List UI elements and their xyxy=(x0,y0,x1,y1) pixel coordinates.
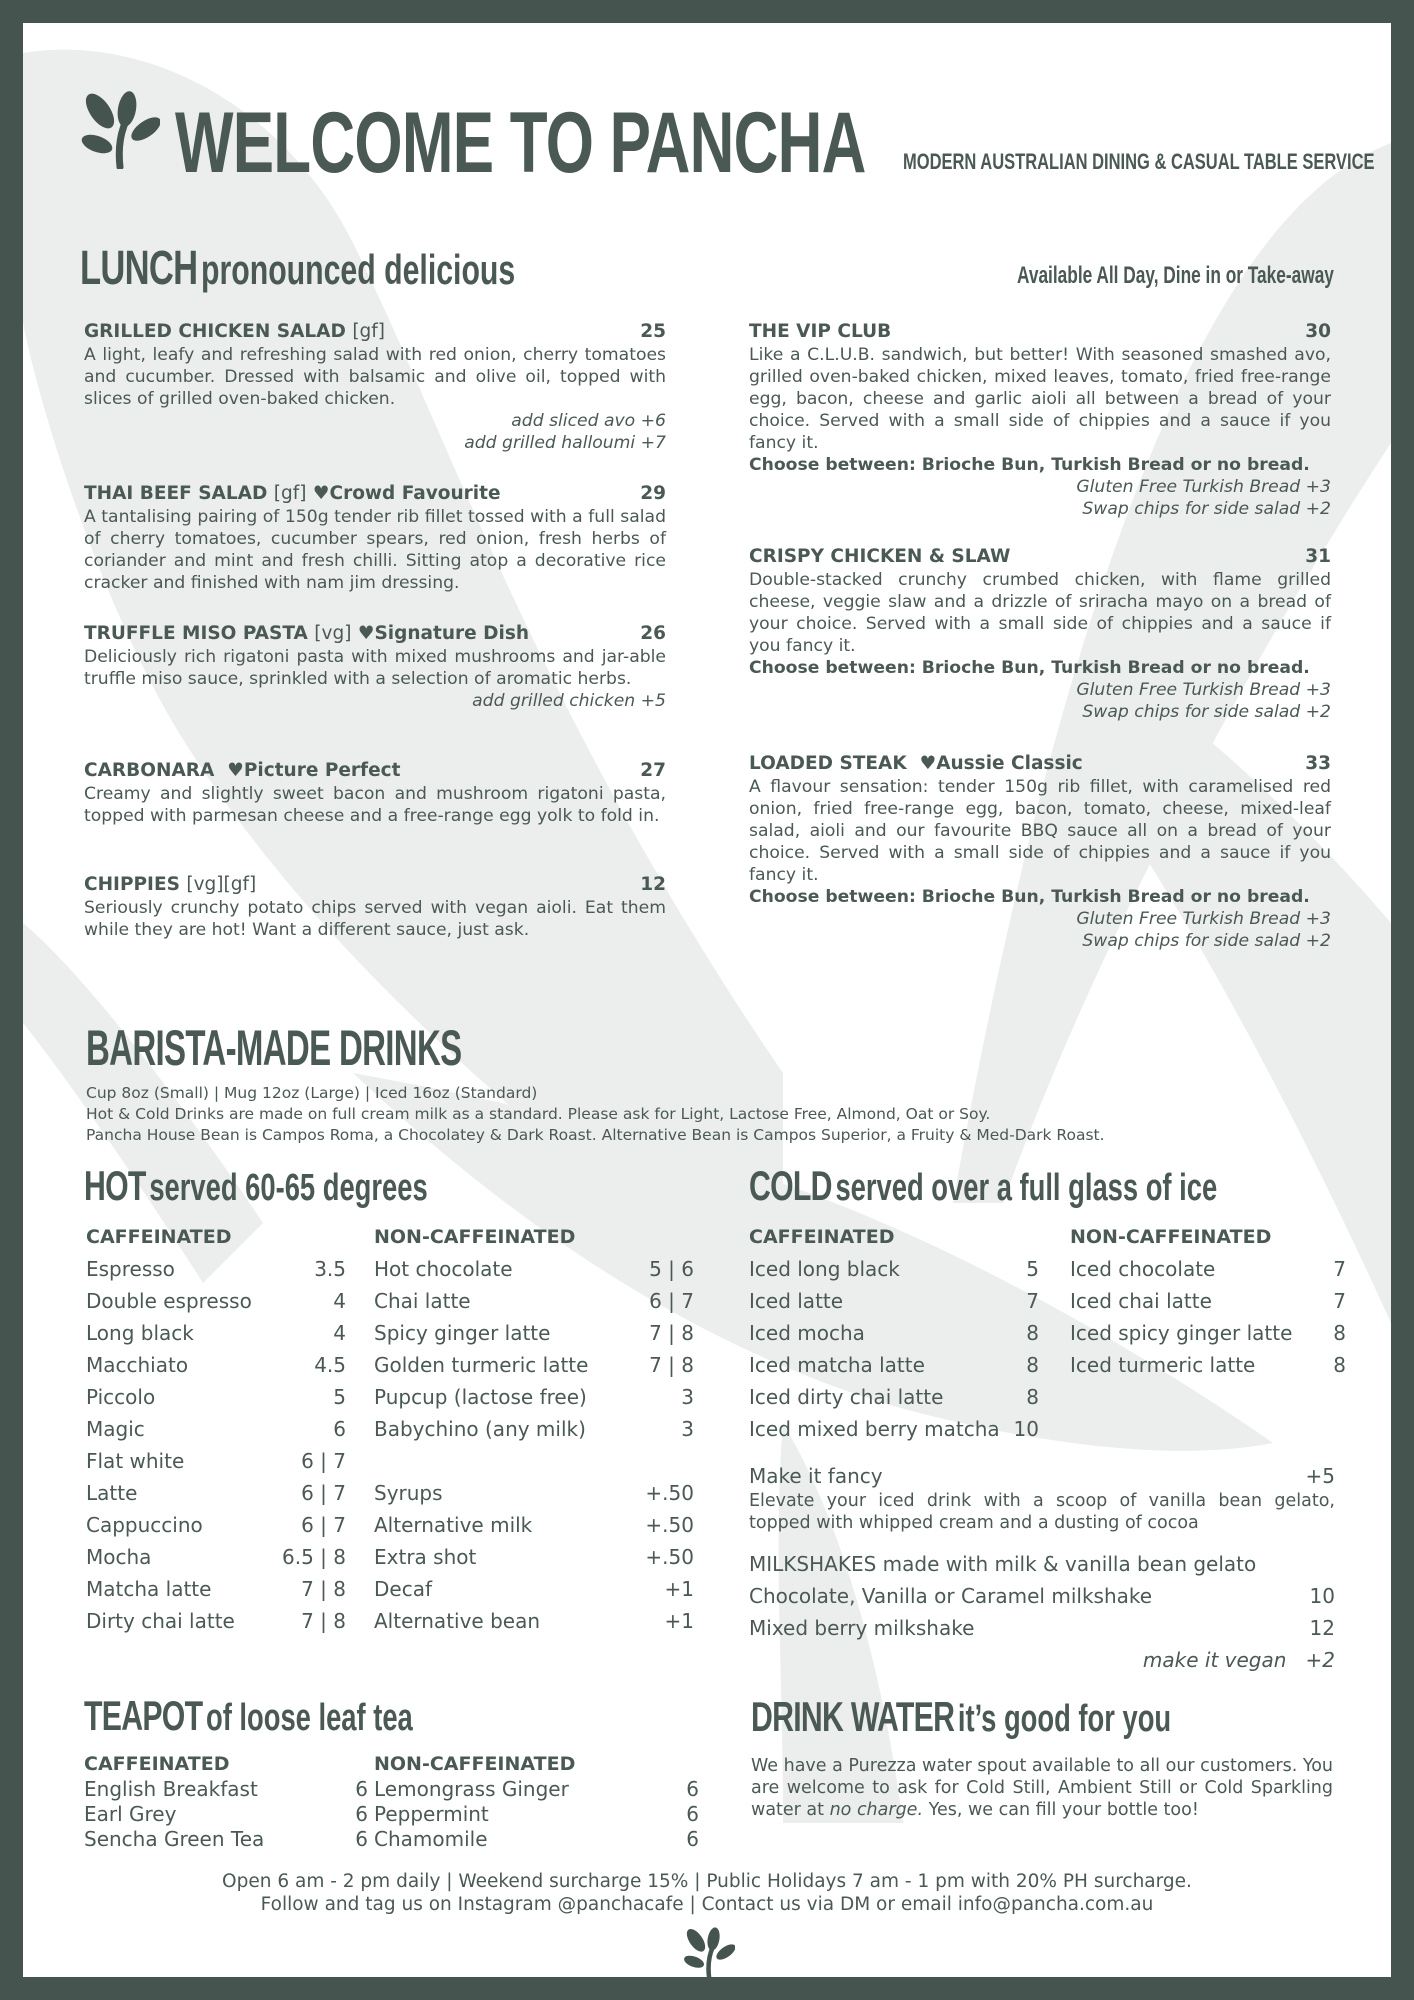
cold-caffeinated-list xyxy=(749,1221,1039,1445)
extra-row xyxy=(374,1605,694,1637)
extra-price: +.50 xyxy=(645,1481,694,1505)
milkshake-price: 10 xyxy=(1309,1584,1335,1608)
drink-row xyxy=(374,1381,694,1413)
item-name: LOADED STEAK xyxy=(749,753,907,774)
caffeinated-label: CAFFEINATED xyxy=(749,1226,895,1248)
tea-row xyxy=(84,1777,368,1802)
extra-name: Decaf xyxy=(374,1577,432,1601)
teapot-heading xyxy=(84,1690,413,1744)
item-description: Creamy and slightly sweet bacon and mushroom rigatoni pasta, topped with parmesan cheese and a free-range egg yolk to fold in. xyxy=(84,784,666,826)
cold-heading-rest: served over a full glass of ice xyxy=(835,1167,1218,1209)
drink-price: 6 | 7 xyxy=(301,1513,346,1537)
noncaffeinated-label: NON-CAFFEINATED xyxy=(374,1226,576,1248)
item-price: 27 xyxy=(640,760,666,781)
item-price: 30 xyxy=(1305,321,1331,342)
cold-heading xyxy=(749,1160,1217,1214)
extra-row xyxy=(374,1573,694,1605)
caffeinated-label: CAFFEINATED xyxy=(84,1753,230,1775)
extra-row xyxy=(374,1477,694,1509)
drink-price: 4 xyxy=(333,1321,346,1345)
drink-name: Pupcup (lactose free) xyxy=(374,1385,587,1409)
drink-row xyxy=(374,1285,694,1317)
drink-row xyxy=(86,1445,346,1477)
item-addon: add grilled chicken +5 xyxy=(472,691,666,711)
drink-row xyxy=(86,1477,346,1509)
drink-row xyxy=(86,1413,346,1445)
drink-price: 8 xyxy=(1026,1321,1039,1345)
item-name: CRISPY CHICKEN & SLAW xyxy=(749,546,1011,567)
caffeinated-label: CAFFEINATED xyxy=(86,1226,232,1248)
drink-price: 4.5 xyxy=(314,1353,346,1377)
fancy-name: Make it fancy xyxy=(749,1464,883,1488)
menu-item xyxy=(749,545,1331,723)
tea-row xyxy=(374,1777,699,1802)
item-bread-choice: Choose between: Brioche Bun, Turkish Bread or no bread. xyxy=(749,658,1310,678)
tagline: MODERN AUSTRALIAN DINING & CASUAL TABLE SERVICE xyxy=(903,149,1375,174)
tea-name: English Breakfast xyxy=(84,1777,258,1801)
drink-row xyxy=(86,1509,346,1541)
item-badge: Picture Perfect xyxy=(243,760,401,781)
drink-name: Chai latte xyxy=(374,1289,471,1313)
drink-row xyxy=(86,1605,346,1637)
item-addon: Swap chips for side salad +2 xyxy=(1082,702,1331,722)
extra-name: Extra shot xyxy=(374,1545,477,1569)
menu-item xyxy=(749,752,1331,952)
drink-row xyxy=(749,1381,1039,1413)
drink-name: Babychino (any milk) xyxy=(374,1417,586,1441)
tea-price: 6 xyxy=(686,1777,699,1801)
tea-name: Chamomile xyxy=(374,1827,488,1851)
drink-price: 6 | 7 xyxy=(301,1449,346,1473)
extra-price: +.50 xyxy=(645,1513,694,1537)
teapot-heading-rest: of loose leaf tea xyxy=(205,1697,413,1739)
item-description: Deliciously rich rigatoni pasta with mixed mushrooms and jar-able truffle miso sauce, sprinkled with a selection of aromatic herbs. xyxy=(84,647,666,689)
drink-name: Iced spicy ginger latte xyxy=(1070,1321,1293,1345)
item-description: Seriously crunchy potato chips served with vegan aioli. Eat them while they are hot! Want a different sauce, just ask. xyxy=(84,898,666,940)
menu-item xyxy=(84,320,666,454)
drink-name: Iced chai latte xyxy=(1070,1289,1212,1313)
heart-icon: ♥ xyxy=(312,483,330,504)
milkshakes-heading: MILKSHAKES made with milk & vanilla bean gelato xyxy=(749,1552,1257,1576)
item-tag: [gf] xyxy=(352,321,386,342)
noncaffeinated-label: NON-CAFFEINATED xyxy=(1070,1226,1272,1248)
item-description: Like a C.L.U.B. sandwich, but better! With seasoned smashed avo, grilled oven-baked chicken, mixed leaves, tomato, fried free-range egg, bacon, cheese and garlic aioli all between a bread of your choice. Served with a small side of chippies and a sauce if you fancy it. xyxy=(749,345,1331,453)
water-text-emphasis: no charge. xyxy=(829,1800,924,1820)
drink-price: 6 | 7 xyxy=(649,1289,694,1313)
drink-row xyxy=(86,1317,346,1349)
drink-row xyxy=(86,1573,346,1605)
barista-note: Cup 8oz (Small) | Mug 12oz (Large) | Iced 16oz (Standard) xyxy=(86,1084,538,1102)
drink-price: 5 | 6 xyxy=(649,1257,694,1281)
drink-row xyxy=(749,1349,1039,1381)
fancy-price: +5 xyxy=(1305,1464,1335,1488)
item-name: TRUFFLE MISO PASTA xyxy=(84,623,308,644)
item-price: 31 xyxy=(1305,546,1331,567)
tea-row xyxy=(84,1827,368,1852)
drink-name: Magic xyxy=(86,1417,145,1441)
drink-name: Iced long black xyxy=(749,1257,900,1281)
drink-row xyxy=(749,1317,1039,1349)
drink-row xyxy=(86,1349,346,1381)
drink-name: Iced chocolate xyxy=(1070,1257,1216,1281)
drink-name: Macchiato xyxy=(86,1353,189,1377)
fancy-row xyxy=(749,1462,1335,1490)
item-addon: Gluten Free Turkish Bread +3 xyxy=(1076,680,1331,700)
water-heading-rest: it’s good for you xyxy=(957,1698,1172,1740)
background-leaf-shapes xyxy=(23,23,1391,1977)
vegan-price: +2 xyxy=(1305,1648,1335,1672)
extra-price: +1 xyxy=(664,1577,694,1601)
teapot-heading-main: TEAPOT xyxy=(84,1692,203,1739)
item-bread-choice: Choose between: Brioche Bun, Turkish Bread or no bread. xyxy=(749,887,1310,907)
milkshake-name: Chocolate, Vanilla or Caramel milkshake xyxy=(749,1584,1153,1608)
drink-price: 6 | 7 xyxy=(301,1481,346,1505)
drink-row xyxy=(86,1381,346,1413)
milkshake-price: 12 xyxy=(1309,1616,1335,1640)
barista-heading: BARISTA-MADE DRINKS xyxy=(86,1020,462,1076)
lunch-heading-main: LUNCH xyxy=(80,242,198,295)
drink-name: Iced matcha latte xyxy=(749,1353,925,1377)
item-badge: Aussie Classic xyxy=(936,753,1083,774)
barista-note: Pancha House Bean is Campos Roma, a Chocolatey & Dark Roast. Alternative Bean is Campos Superior, a Fruity & Med-Dark Roast. xyxy=(86,1126,1105,1144)
extra-row xyxy=(374,1541,694,1573)
drink-name: Golden turmeric latte xyxy=(374,1353,589,1377)
drink-price: 7 xyxy=(1026,1289,1039,1313)
item-description: A tantalising pairing of 150g tender rib fillet tossed with a full salad of cherry tomatoes, cucumber spears, red onion, fresh herbs of coriander and mint and fresh chilli. Sitting atop a decorative rice cracker and finished with nam jim dressing. xyxy=(84,507,666,593)
drink-row xyxy=(374,1253,694,1285)
cold-extras xyxy=(749,1462,1335,1676)
drink-name: Double espresso xyxy=(86,1289,252,1313)
drink-price: 10 xyxy=(1013,1417,1039,1441)
fancy-description: Elevate your iced drink with a scoop of vanilla bean gelato, topped with whipped cream and a dusting of cocoa xyxy=(749,1491,1335,1533)
tea-row xyxy=(374,1802,699,1827)
drink-price: 3.5 xyxy=(314,1257,346,1281)
item-badge: Crowd Favourite xyxy=(329,483,501,504)
drink-price: 6.5 | 8 xyxy=(282,1545,346,1569)
item-badge: Signature Dish xyxy=(374,623,530,644)
item-bread-choice: Choose between: Brioche Bun, Turkish Bread or no bread. xyxy=(749,455,1310,475)
spacer xyxy=(374,1445,694,1477)
item-addon: Gluten Free Turkish Bread +3 xyxy=(1076,909,1331,929)
milkshake-name: Mixed berry milkshake xyxy=(749,1616,975,1640)
vegan-row xyxy=(749,1644,1335,1676)
extra-price: +1 xyxy=(664,1609,694,1633)
item-name: GRILLED CHICKEN SALAD xyxy=(84,321,346,342)
drink-name: Iced mixed berry matcha xyxy=(749,1417,1000,1441)
menu-item xyxy=(84,759,666,827)
tea-name: Peppermint xyxy=(374,1802,489,1826)
drink-name: Spicy ginger latte xyxy=(374,1321,551,1345)
item-tag: [gf] xyxy=(273,483,307,504)
item-addon: Gluten Free Turkish Bread +3 xyxy=(1076,477,1331,497)
lunch-availability: Available All Day, Dine in or Take-away xyxy=(1017,262,1334,289)
drink-row xyxy=(374,1349,694,1381)
noncaffeinated-label: NON-CAFFEINATED xyxy=(374,1753,576,1775)
drink-price: 3 xyxy=(681,1417,694,1441)
drink-price: 8 xyxy=(1333,1321,1346,1345)
drink-price: 5 xyxy=(333,1385,346,1409)
tea-name: Earl Grey xyxy=(84,1802,177,1826)
tea-noncaffeinated-list xyxy=(374,1752,699,1852)
item-price: 12 xyxy=(640,874,666,895)
drink-row xyxy=(374,1317,694,1349)
drink-price: 8 xyxy=(1026,1353,1039,1377)
heart-icon: ♥ xyxy=(227,760,244,781)
drink-row xyxy=(1070,1317,1346,1349)
heart-icon: ♥ xyxy=(357,623,375,644)
tea-price: 6 xyxy=(355,1827,368,1851)
leaf-sprig-icon xyxy=(683,1926,735,1977)
vegan-label: make it vegan xyxy=(1142,1648,1287,1672)
item-tag: [vg][gf] xyxy=(186,874,257,895)
barista-note: Hot & Cold Drinks are made on full cream milk as a standard. Please ask for Light, Lactose Free, Almond, Oat or Soy. xyxy=(86,1105,991,1123)
hot-caffeinated-list xyxy=(86,1221,346,1637)
drink-price: 8 xyxy=(1026,1385,1039,1409)
item-price: 25 xyxy=(640,321,666,342)
menu-item xyxy=(749,320,1331,520)
leaf-sprig-icon xyxy=(80,89,160,169)
menu-page xyxy=(23,23,1391,1977)
extra-row xyxy=(374,1509,694,1541)
drink-row xyxy=(749,1253,1039,1285)
item-description: A light, leafy and refreshing salad with red onion, cherry tomatoes and cucumber. Dressed with balsamic and olive oil, topped with slices of grilled oven-baked chicken. xyxy=(84,345,666,409)
item-price: 26 xyxy=(640,623,666,644)
footer xyxy=(23,1870,1391,1916)
item-name: CARBONARA xyxy=(84,760,215,781)
tea-name: Sencha Green Tea xyxy=(84,1827,265,1851)
extra-name: Alternative milk xyxy=(374,1513,533,1537)
drink-name: Latte xyxy=(86,1481,138,1505)
drink-row xyxy=(749,1413,1039,1445)
drink-row xyxy=(1070,1253,1346,1285)
drink-row xyxy=(1070,1349,1346,1381)
item-name: CHIPPIES xyxy=(84,874,180,895)
cold-noncaffeinated-list xyxy=(1070,1221,1346,1381)
drink-row xyxy=(1070,1285,1346,1317)
drink-price: 7 | 8 xyxy=(649,1321,694,1345)
drink-price: 8 xyxy=(1333,1353,1346,1377)
water-text xyxy=(751,1755,1333,1821)
drink-price: 7 | 8 xyxy=(301,1577,346,1601)
water-heading xyxy=(751,1691,1171,1745)
drink-row xyxy=(374,1413,694,1445)
water-text-b: Yes, we can fill your bottle too! xyxy=(923,1800,1199,1820)
item-addon: add sliced avo +6 xyxy=(511,411,666,431)
lunch-heading xyxy=(80,241,515,298)
hot-heading-rest: served 60-65 degrees xyxy=(149,1167,428,1209)
drink-name: Flat white xyxy=(86,1449,185,1473)
drink-row xyxy=(86,1253,346,1285)
hot-heading xyxy=(84,1160,428,1214)
item-name: THAI BEEF SALAD xyxy=(84,483,268,504)
heart-icon: ♥ xyxy=(919,753,937,774)
drink-price: 7 xyxy=(1333,1257,1346,1281)
barista-notes xyxy=(86,1083,1336,1146)
extra-name: Syrups xyxy=(374,1481,443,1505)
footer-contact: Follow and tag us on Instagram @panchacafe | Contact us via DM or email info@pancha.com.au xyxy=(260,1894,1154,1915)
drink-name: Iced turmeric latte xyxy=(1070,1353,1256,1377)
menu-item xyxy=(84,873,666,941)
drink-price: 5 xyxy=(1026,1257,1039,1281)
drink-price: 7 | 8 xyxy=(301,1609,346,1633)
tea-row xyxy=(374,1827,699,1852)
item-description: Double-stacked crunchy crumbed chicken, with flame grilled cheese, veggie slaw and a drizzle of sriracha mayo on a bread of your choice. Served with a small side of chippies and a sauce if you fancy it. xyxy=(749,570,1331,656)
extra-price: +.50 xyxy=(645,1545,694,1569)
drink-name: Espresso xyxy=(86,1257,175,1281)
tea-price: 6 xyxy=(355,1802,368,1826)
item-addon: Swap chips for side salad +2 xyxy=(1082,931,1331,951)
lunch-heading-rest: pronounced delicious xyxy=(201,246,516,293)
drink-name: Long black xyxy=(86,1321,194,1345)
drink-name: Mocha xyxy=(86,1545,152,1569)
extra-name: Alternative bean xyxy=(374,1609,541,1633)
menu-item xyxy=(84,482,666,594)
tea-price: 6 xyxy=(686,1802,699,1826)
item-price: 33 xyxy=(1305,753,1331,774)
drink-name: Matcha latte xyxy=(86,1577,212,1601)
tea-price: 6 xyxy=(686,1827,699,1851)
drink-price: 6 xyxy=(333,1417,346,1441)
water-heading-main: DRINK WATER xyxy=(751,1693,955,1740)
cold-heading-main: COLD xyxy=(749,1162,832,1209)
drink-name: Iced dirty chai latte xyxy=(749,1385,944,1409)
item-addon: Swap chips for side salad +2 xyxy=(1082,499,1331,519)
drink-price: 7 xyxy=(1333,1289,1346,1313)
tea-row xyxy=(84,1802,368,1827)
milkshake-row xyxy=(749,1612,1335,1644)
drink-name: Piccolo xyxy=(86,1385,156,1409)
drink-name: Dirty chai latte xyxy=(86,1609,235,1633)
drink-name: Cappuccino xyxy=(86,1513,203,1537)
drink-row xyxy=(86,1541,346,1573)
menu-item xyxy=(84,622,666,712)
drink-name: Hot chocolate xyxy=(374,1257,513,1281)
item-name: THE VIP CLUB xyxy=(749,321,892,342)
tea-price: 6 xyxy=(355,1777,368,1801)
drink-price: 3 xyxy=(681,1385,694,1409)
drink-price: 7 | 8 xyxy=(649,1353,694,1377)
footer-hours: Open 6 am - 2 pm daily | Weekend surcharge 15% | Public Holidays 7 am - 1 pm with 20% PH surcharge. xyxy=(222,1871,1192,1892)
milkshake-row xyxy=(749,1580,1335,1612)
hot-noncaffeinated-list xyxy=(374,1221,694,1637)
drink-row xyxy=(86,1285,346,1317)
page-title: WELCOME TO PANCHA xyxy=(175,95,866,191)
tea-caffeinated-list xyxy=(84,1752,368,1852)
item-tag: [vg] xyxy=(314,623,352,644)
drink-name: Iced mocha xyxy=(749,1321,865,1345)
item-price: 29 xyxy=(640,483,666,504)
drink-name: Iced latte xyxy=(749,1289,844,1313)
water-text-a: We have a Purezza water spout available to all our customers. You are welcome to ask for Cold Still, Ambient Still or Cold Sparkling water at xyxy=(751,1756,1333,1820)
hot-heading-main: HOT xyxy=(84,1162,146,1209)
drink-price: 4 xyxy=(333,1289,346,1313)
item-description: A flavour sensation: tender 150g rib fillet, with caramelised red onion, fried free-range egg, bacon, tomato, cheese, mixed-leaf salad, aioli and our favourite BBQ sauce all on a bread of your choice. Served with a small side of chippies and a sauce if you fancy it. xyxy=(749,777,1331,885)
item-addon: add grilled halloumi +7 xyxy=(464,433,666,453)
tea-name: Lemongrass Ginger xyxy=(374,1777,569,1801)
drink-row xyxy=(749,1285,1039,1317)
